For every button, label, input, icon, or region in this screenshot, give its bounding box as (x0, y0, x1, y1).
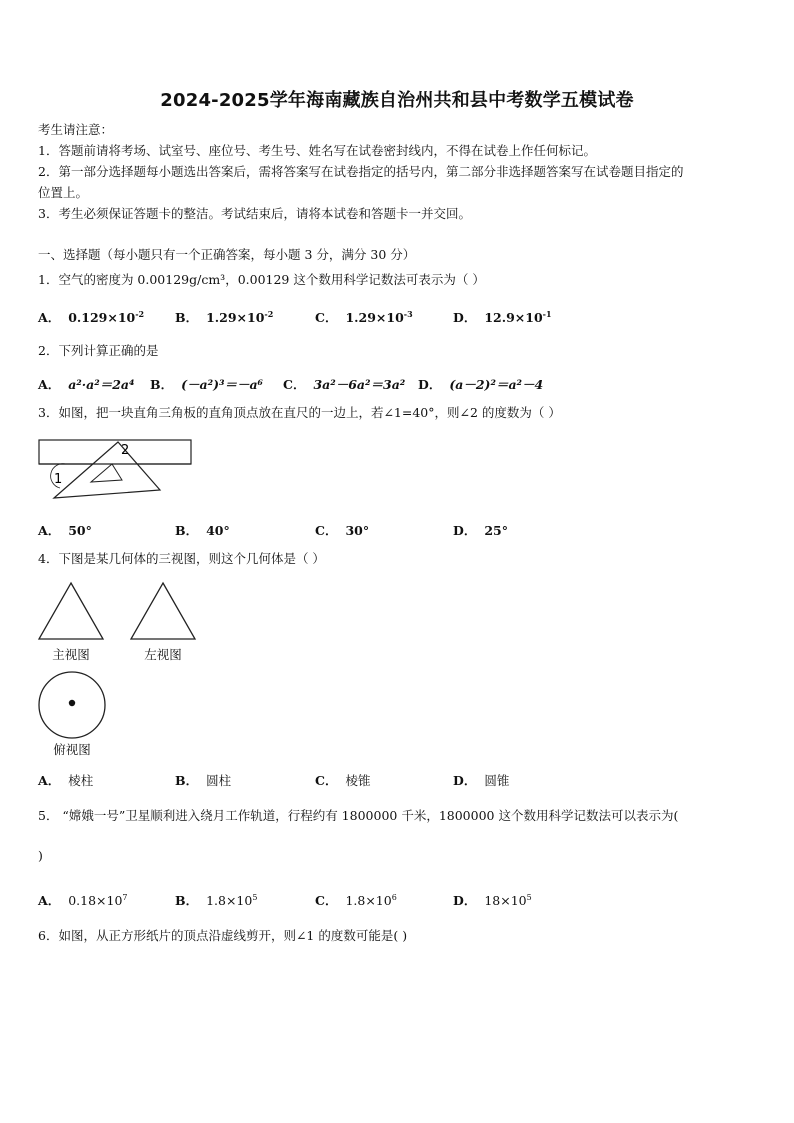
option-label: C． (315, 310, 338, 325)
option-label: A． (38, 310, 61, 325)
q2-option-a (38, 375, 134, 393)
option-value: 0.129×10 (68, 310, 136, 325)
option-label: C． (315, 893, 338, 908)
ruler-triangle-figure (36, 436, 196, 502)
page-title: 2024-2025学年海南藏族自治州共和县中考数学五模试卷 (160, 90, 634, 111)
q1-option-b (175, 308, 273, 326)
q4-option-b (175, 771, 231, 789)
notice-item-3: 3．考生必须保证答题卡的整洁。考试结束后，请将本试卷和答题卡一并交回。 (38, 206, 471, 221)
q3-option-d (453, 521, 508, 539)
q1-option-a (38, 308, 144, 326)
option-exponent: -2 (264, 309, 274, 319)
q1-option-c (315, 308, 413, 326)
option-label: C． (315, 523, 338, 538)
option-label: C． (283, 377, 306, 392)
option-value: 圆柱 (206, 773, 232, 788)
option-value: 圆锥 (484, 773, 510, 788)
top-view-circle (36, 669, 108, 741)
q5-option-c (315, 891, 397, 909)
q4-option-c (315, 771, 370, 789)
option-exponent: -3 (403, 309, 413, 319)
option-value: 40° (206, 523, 230, 538)
q1-option-d (453, 308, 552, 326)
q3-option-c (315, 521, 369, 539)
option-exponent: 6 (391, 893, 397, 902)
option-value: 50° (68, 523, 92, 538)
option-label: C． (315, 773, 338, 788)
section-heading: 一、选择题（每小题只有一个正确答案，每小题 3 分，满分 30 分） (38, 247, 416, 262)
option-value: 1.29×10 (206, 310, 265, 325)
q4-option-d (453, 771, 509, 789)
option-label: A． (38, 523, 61, 538)
question-6-stem: 6．如图，从正方形纸片的顶点沿虚线剪开，则∠1 的度数可能是( ) (38, 928, 408, 943)
notice-item-2-cont: 位置上。 (38, 185, 89, 200)
option-exponent: -2 (135, 309, 145, 319)
option-value: 30° (345, 523, 370, 538)
option-value: 棱锥 (345, 773, 371, 788)
front-view-caption: 主视图 (52, 647, 90, 662)
angle-2-label: 2 (121, 443, 130, 458)
left-view-caption: 左视图 (144, 647, 182, 662)
option-exponent: -1 (542, 309, 552, 319)
question-3-stem: 3．如图，把一块直角三角板的直角顶点放在直尺的一边上，若∠1=40°，则∠2 的度数为（ ） (38, 405, 561, 420)
q4-option-a (38, 771, 93, 789)
option-value: 3a²－6a²＝3a² (313, 377, 406, 392)
triangle-shape (39, 583, 103, 639)
angle-1-label: 1 (54, 472, 63, 487)
notice-heading: 考生请注意： (38, 122, 114, 137)
option-label: B． (175, 310, 199, 325)
option-value: 1.8×10 (206, 893, 253, 908)
q2-option-b (150, 375, 263, 393)
option-label: D． (453, 893, 477, 908)
option-exponent: 5 (526, 893, 532, 902)
option-label: B． (150, 377, 174, 392)
top-view-caption: 俯视图 (53, 742, 91, 757)
option-value: 0.18×10 (68, 893, 123, 908)
notice-item-2: 2．第一部分选择题每小题选出答案后，需将答案写在试卷指定的括号内，第二部分非选择题答案写在试卷题目指定的 (38, 164, 684, 179)
option-label: D． (453, 523, 477, 538)
option-value: a²·a²＝2a⁴ (68, 377, 135, 392)
q2-option-d (418, 375, 543, 393)
left-view-triangle (128, 580, 198, 642)
option-label: A． (38, 893, 61, 908)
option-label: B． (175, 523, 199, 538)
option-label: D． (453, 310, 477, 325)
question-5-stem: 5． “嫦娥一号”卫星顺利进入绕月工作轨道，行程约有 1800000 千米，1800000 这个数用科学记数法可以表示为( (38, 808, 679, 823)
q5-option-a (38, 891, 128, 909)
center-dot (69, 700, 75, 706)
q3-option-b (175, 521, 230, 539)
q3-option-a (38, 521, 92, 539)
option-value: 棱柱 (68, 773, 94, 788)
q2-option-c (283, 375, 405, 393)
option-label: A． (38, 377, 61, 392)
q5-option-b (175, 891, 257, 909)
option-label: D． (453, 773, 477, 788)
option-value: 25° (484, 523, 508, 538)
question-1-stem: 1．空气的密度为 0.00129g/cm³，0.00129 这个数用科学记数法可表示为（ ） (38, 272, 485, 287)
option-value: 1.29×10 (345, 310, 404, 325)
triangle-shape (131, 583, 195, 639)
question-4-stem: 4．下图是某几何体的三视图，则这个几何体是（ ） (38, 551, 325, 566)
option-label: D． (418, 377, 442, 392)
option-value: 1.8×10 (345, 893, 392, 908)
option-label: B． (175, 893, 199, 908)
option-label: A． (38, 773, 61, 788)
option-exponent: 7 (122, 893, 128, 902)
option-label: B． (175, 773, 199, 788)
option-value: 18×10 (484, 893, 527, 908)
front-view-triangle (36, 580, 106, 642)
notice-item-1: 1．答题前请将考场、试室号、座位号、考生号、姓名写在试卷密封线内，不得在试卷上作任何标记。 (38, 143, 596, 158)
q5-option-d (453, 891, 532, 909)
question-5-stem-end: ) (38, 848, 43, 863)
option-value: (－a²)³＝－a⁶ (181, 377, 264, 392)
option-value: (a－2)²＝a²－4 (449, 377, 544, 392)
question-2-stem: 2．下列计算正确的是 (38, 343, 159, 358)
option-value: 12.9×10 (484, 310, 543, 325)
option-exponent: 5 (252, 893, 258, 902)
